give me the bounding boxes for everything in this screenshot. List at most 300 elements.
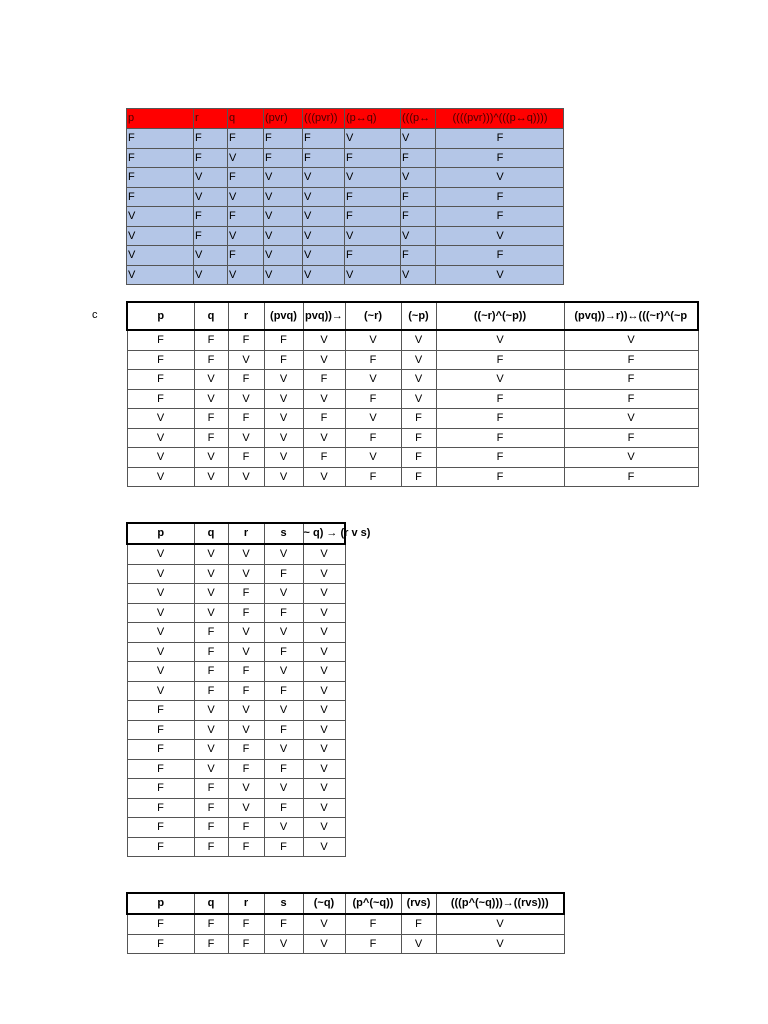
table-cell: V <box>345 370 401 390</box>
table-cell: F <box>303 409 345 429</box>
table-cell: F <box>194 148 228 168</box>
column-header: (((pvr)) <box>303 109 345 129</box>
table-cell: V <box>401 168 436 188</box>
table-cell: F <box>228 207 264 227</box>
table-cell: F <box>303 370 345 390</box>
table-cell: V <box>303 544 345 564</box>
table-cell: F <box>127 129 194 149</box>
table-cell: V <box>127 681 194 701</box>
table-row <box>127 409 698 429</box>
table-row <box>127 148 564 168</box>
table-cell: V <box>401 129 436 149</box>
table-cell: F <box>228 662 264 682</box>
table-header-row <box>127 302 698 330</box>
table-cell: F <box>436 246 564 266</box>
table-cell: F <box>194 428 228 448</box>
table-row <box>127 662 345 682</box>
table-cell: V <box>303 246 345 266</box>
table-cell: V <box>264 370 303 390</box>
table-cell: V <box>345 448 401 468</box>
table-cell: F <box>194 207 228 227</box>
table-cell: V <box>228 148 264 168</box>
table-cell: V <box>194 467 228 487</box>
table-cell: V <box>303 662 345 682</box>
table-cell: V <box>303 642 345 662</box>
table-header-row <box>127 523 345 544</box>
table-cell: V <box>303 584 345 604</box>
table-cell: F <box>564 467 698 487</box>
table-cell: F <box>194 837 228 857</box>
table-cell: F <box>401 246 436 266</box>
table-cell: F <box>264 759 303 779</box>
table-row <box>127 330 698 350</box>
table-cell: F <box>436 207 564 227</box>
table-row <box>127 370 698 390</box>
table-cell: F <box>228 740 264 760</box>
table-cell: V <box>303 467 345 487</box>
table-cell: F <box>127 740 194 760</box>
table-cell: F <box>264 914 303 934</box>
column-header: r <box>228 302 264 330</box>
table-cell: F <box>436 129 564 149</box>
table-cell: F <box>228 584 264 604</box>
table-cell: V <box>303 428 345 448</box>
table-cell: F <box>345 187 401 207</box>
table-cell: F <box>127 759 194 779</box>
table-cell: V <box>401 226 436 246</box>
table-cell: V <box>345 129 401 149</box>
table-cell: F <box>127 798 194 818</box>
table-cell: F <box>127 837 194 857</box>
table-cell: V <box>401 265 436 285</box>
column-header: q <box>194 302 228 330</box>
table-cell: V <box>345 226 401 246</box>
table-row <box>127 129 564 149</box>
table-cell: V <box>264 544 303 564</box>
table-cell: V <box>303 187 345 207</box>
table-row <box>127 681 345 701</box>
table-cell: V <box>264 662 303 682</box>
table-cell: V <box>303 798 345 818</box>
table-cell: F <box>345 467 401 487</box>
column-header: p <box>127 893 194 914</box>
column-header: p <box>127 302 194 330</box>
table-cell: F <box>228 681 264 701</box>
table-cell: F <box>264 681 303 701</box>
column-header: q <box>194 893 228 914</box>
table-row <box>127 207 564 227</box>
table-row <box>127 779 345 799</box>
table-cell: V <box>264 818 303 838</box>
table-cell: V <box>564 409 698 429</box>
table-cell: V <box>401 934 436 954</box>
table-cell: F <box>436 467 564 487</box>
table-cell: V <box>264 265 303 285</box>
table-cell: V <box>127 428 194 448</box>
table-row <box>127 914 564 934</box>
table-cell: F <box>264 148 303 168</box>
table-row <box>127 389 698 409</box>
table-cell: F <box>127 818 194 838</box>
table-cell: V <box>303 740 345 760</box>
table-cell: V <box>127 603 194 623</box>
table-cell: V <box>264 934 303 954</box>
column-header: r <box>228 893 264 914</box>
table-row <box>127 226 564 246</box>
table-cell: V <box>228 350 264 370</box>
table-cell: F <box>127 330 194 350</box>
table-cell: F <box>127 934 194 954</box>
column-header: q <box>194 523 228 544</box>
table-cell: V <box>401 330 436 350</box>
truth-table-2 <box>126 301 699 487</box>
table-header-row <box>127 109 564 129</box>
table-cell: V <box>303 934 345 954</box>
table-cell: V <box>345 265 401 285</box>
table-cell: V <box>436 265 564 285</box>
table-cell: F <box>228 370 264 390</box>
table-cell: F <box>401 187 436 207</box>
table-cell: V <box>564 330 698 350</box>
table-cell: F <box>345 914 401 934</box>
table-cell: V <box>303 226 345 246</box>
table-row <box>127 720 345 740</box>
table-cell: V <box>194 564 228 584</box>
table-cell: V <box>127 584 194 604</box>
table-cell: V <box>264 168 303 188</box>
table-row <box>127 837 345 857</box>
table-cell: F <box>436 187 564 207</box>
table-row <box>127 603 345 623</box>
table-cell: V <box>303 389 345 409</box>
table-cell: V <box>436 370 564 390</box>
table-cell: F <box>127 720 194 740</box>
truth-table-4 <box>126 892 565 954</box>
table-cell: F <box>194 934 228 954</box>
table-cell: V <box>228 226 264 246</box>
table-cell: V <box>228 187 264 207</box>
table-cell: F <box>127 148 194 168</box>
table-cell: F <box>194 642 228 662</box>
table-cell: F <box>436 350 564 370</box>
table-cell: F <box>264 129 303 149</box>
table-cell: F <box>564 350 698 370</box>
column-header: p <box>127 109 194 129</box>
table-cell: F <box>194 330 228 350</box>
table-cell: F <box>436 409 564 429</box>
table-cell: F <box>264 564 303 584</box>
table-cell: F <box>228 246 264 266</box>
table-cell: V <box>264 409 303 429</box>
column-header: (((p↔ <box>401 109 436 129</box>
table-cell: F <box>264 837 303 857</box>
table-cell: V <box>127 409 194 429</box>
column-header: (p↔q) <box>345 109 401 129</box>
table-cell: F <box>264 798 303 818</box>
table-cell: V <box>194 389 228 409</box>
truth-table-3 <box>126 522 371 857</box>
column-header: (((p^(~q)))→((rvs))) <box>436 893 564 914</box>
column-header: (~r) <box>345 302 401 330</box>
table-cell: F <box>127 187 194 207</box>
table-cell: V <box>127 623 194 643</box>
column-header: s <box>264 523 303 544</box>
table-row <box>127 265 564 285</box>
table-cell: F <box>401 148 436 168</box>
table-cell: V <box>228 720 264 740</box>
table-cell: F <box>264 603 303 623</box>
table-row <box>127 246 564 266</box>
table-row <box>127 187 564 207</box>
table-cell: V <box>303 564 345 584</box>
table-cell: F <box>436 389 564 409</box>
table-cell: F <box>127 389 194 409</box>
table-cell: V <box>194 187 228 207</box>
table-cell: V <box>127 448 194 468</box>
table-cell: F <box>194 662 228 682</box>
table-cell: V <box>127 544 194 564</box>
table-cell: F <box>228 934 264 954</box>
table-cell: V <box>303 759 345 779</box>
table-cell: F <box>264 330 303 350</box>
table-cell: F <box>127 370 194 390</box>
table-cell: F <box>345 148 401 168</box>
column-header: (p^(~q)) <box>345 893 401 914</box>
table-cell: V <box>194 448 228 468</box>
table-cell: V <box>303 603 345 623</box>
table-cell: V <box>127 207 194 227</box>
table-cell: F <box>228 837 264 857</box>
table-cell: F <box>564 389 698 409</box>
table-cell: F <box>401 914 436 934</box>
table-row <box>127 642 345 662</box>
table-cell: F <box>401 428 436 448</box>
column-header: q <box>228 109 264 129</box>
column-header <box>303 523 371 544</box>
table-header-row <box>127 893 564 914</box>
table-cell: V <box>303 623 345 643</box>
table-cell: F <box>228 129 264 149</box>
table-cell: V <box>194 701 228 721</box>
table-cell: V <box>127 467 194 487</box>
table-cell: V <box>401 370 436 390</box>
table-cell: F <box>194 798 228 818</box>
table-cell: F <box>345 207 401 227</box>
table-cell: F <box>228 759 264 779</box>
table-cell: V <box>194 740 228 760</box>
table-cell: F <box>228 603 264 623</box>
table-cell: F <box>127 350 194 370</box>
table-cell: F <box>264 350 303 370</box>
table-row <box>127 448 698 468</box>
truth-table-1 <box>126 108 564 285</box>
table-cell: F <box>127 701 194 721</box>
table-cell: V <box>303 779 345 799</box>
table-cell: F <box>401 409 436 429</box>
column-header: pvq))→ <box>303 302 345 330</box>
table-cell: V <box>436 934 564 954</box>
table-cell: F <box>345 428 401 448</box>
table-cell: F <box>401 467 436 487</box>
column-header: (~p) <box>401 302 436 330</box>
table-cell: F <box>436 148 564 168</box>
section-label-c: c <box>92 309 98 321</box>
table-cell: V <box>401 350 436 370</box>
table-cell: F <box>194 129 228 149</box>
table-row <box>127 759 345 779</box>
table-cell: F <box>345 934 401 954</box>
column-header: (rvs) <box>401 893 436 914</box>
table-cell: V <box>345 330 401 350</box>
table-row <box>127 584 345 604</box>
table-cell: F <box>194 226 228 246</box>
table-cell: F <box>228 330 264 350</box>
column-header: r <box>228 523 264 544</box>
table-cell: V <box>228 428 264 448</box>
table-cell: V <box>264 187 303 207</box>
table-cell: V <box>264 467 303 487</box>
column-header: (pvr) <box>264 109 303 129</box>
table-cell: V <box>264 226 303 246</box>
table-cell: F <box>436 428 564 448</box>
table-row <box>127 818 345 838</box>
table-cell: F <box>127 779 194 799</box>
table-cell: V <box>303 330 345 350</box>
column-header: p <box>127 523 194 544</box>
table-cell: F <box>194 681 228 701</box>
table-cell: V <box>228 779 264 799</box>
table-cell: F <box>264 642 303 662</box>
table-cell: V <box>303 818 345 838</box>
table-cell: V <box>564 448 698 468</box>
table-cell: V <box>194 370 228 390</box>
table-cell: F <box>401 448 436 468</box>
table-cell: V <box>264 779 303 799</box>
column-header: (~q) <box>303 893 345 914</box>
column-header: r <box>194 109 228 129</box>
column-header: ((~r)^(~p)) <box>436 302 564 330</box>
table-cell: F <box>345 246 401 266</box>
column-header-text: ~ q) → (r v s) <box>303 527 371 539</box>
table-cell: V <box>345 409 401 429</box>
table-cell: V <box>303 350 345 370</box>
table-cell: V <box>303 837 345 857</box>
column-header: ((((pvr)))^(((p↔q)))) <box>436 109 564 129</box>
column-header: (pvq))→r))↔(((~r)^(~p <box>564 302 698 330</box>
table-cell: V <box>194 246 228 266</box>
table-cell: V <box>228 544 264 564</box>
table-cell: V <box>194 584 228 604</box>
table-cell: V <box>436 914 564 934</box>
column-header: s <box>264 893 303 914</box>
table-cell: V <box>436 168 564 188</box>
table-cell: V <box>264 428 303 448</box>
table-cell: F <box>228 818 264 838</box>
table-cell: V <box>228 265 264 285</box>
table-cell: F <box>303 148 345 168</box>
table-row <box>127 740 345 760</box>
table-row <box>127 350 698 370</box>
table-cell: V <box>194 168 228 188</box>
table-cell: F <box>564 428 698 448</box>
column-header: (pvq) <box>264 302 303 330</box>
table-row <box>127 428 698 448</box>
table-cell: V <box>436 330 564 350</box>
table-row <box>127 467 698 487</box>
table-cell: V <box>436 226 564 246</box>
table-cell: F <box>564 370 698 390</box>
table-row <box>127 168 564 188</box>
table-cell: V <box>264 623 303 643</box>
table-cell: F <box>194 409 228 429</box>
table-cell: F <box>194 818 228 838</box>
table-cell: F <box>228 168 264 188</box>
table-cell: V <box>303 720 345 740</box>
table-cell: V <box>127 662 194 682</box>
table-cell: V <box>194 720 228 740</box>
table-cell: F <box>194 914 228 934</box>
table-row <box>127 934 564 954</box>
table-cell: F <box>436 448 564 468</box>
table-cell: V <box>264 701 303 721</box>
table-cell: V <box>345 168 401 188</box>
table-cell: V <box>228 642 264 662</box>
table-cell: F <box>303 129 345 149</box>
table-cell: V <box>127 246 194 266</box>
table-cell: V <box>228 467 264 487</box>
table-cell: F <box>345 350 401 370</box>
table-cell: V <box>303 207 345 227</box>
table-cell: V <box>264 448 303 468</box>
table-cell: V <box>303 681 345 701</box>
table-cell: V <box>228 389 264 409</box>
table-cell: V <box>264 207 303 227</box>
table-row <box>127 798 345 818</box>
table-row <box>127 544 345 564</box>
table-cell: F <box>194 623 228 643</box>
table-cell: V <box>127 642 194 662</box>
table-row <box>127 701 345 721</box>
table-cell: V <box>194 544 228 564</box>
table-cell: V <box>127 265 194 285</box>
table-cell: V <box>401 389 436 409</box>
table-cell: F <box>228 914 264 934</box>
table-cell: V <box>264 389 303 409</box>
table-cell: F <box>194 350 228 370</box>
table-cell: F <box>228 409 264 429</box>
table-cell: V <box>194 759 228 779</box>
table-cell: V <box>228 564 264 584</box>
table-cell: V <box>228 798 264 818</box>
table-cell: V <box>303 701 345 721</box>
table-cell: F <box>127 168 194 188</box>
table-cell: V <box>228 701 264 721</box>
table-cell: F <box>228 448 264 468</box>
table-cell: V <box>264 246 303 266</box>
table-cell: V <box>127 564 194 584</box>
table-cell: V <box>264 584 303 604</box>
table-row <box>127 564 345 584</box>
table-cell: F <box>264 720 303 740</box>
table-row <box>127 623 345 643</box>
table-cell: V <box>127 226 194 246</box>
table-cell: V <box>194 265 228 285</box>
table-cell: F <box>127 914 194 934</box>
table-cell: V <box>303 914 345 934</box>
table-cell: V <box>303 265 345 285</box>
table-cell: V <box>264 740 303 760</box>
table-cell: F <box>401 207 436 227</box>
